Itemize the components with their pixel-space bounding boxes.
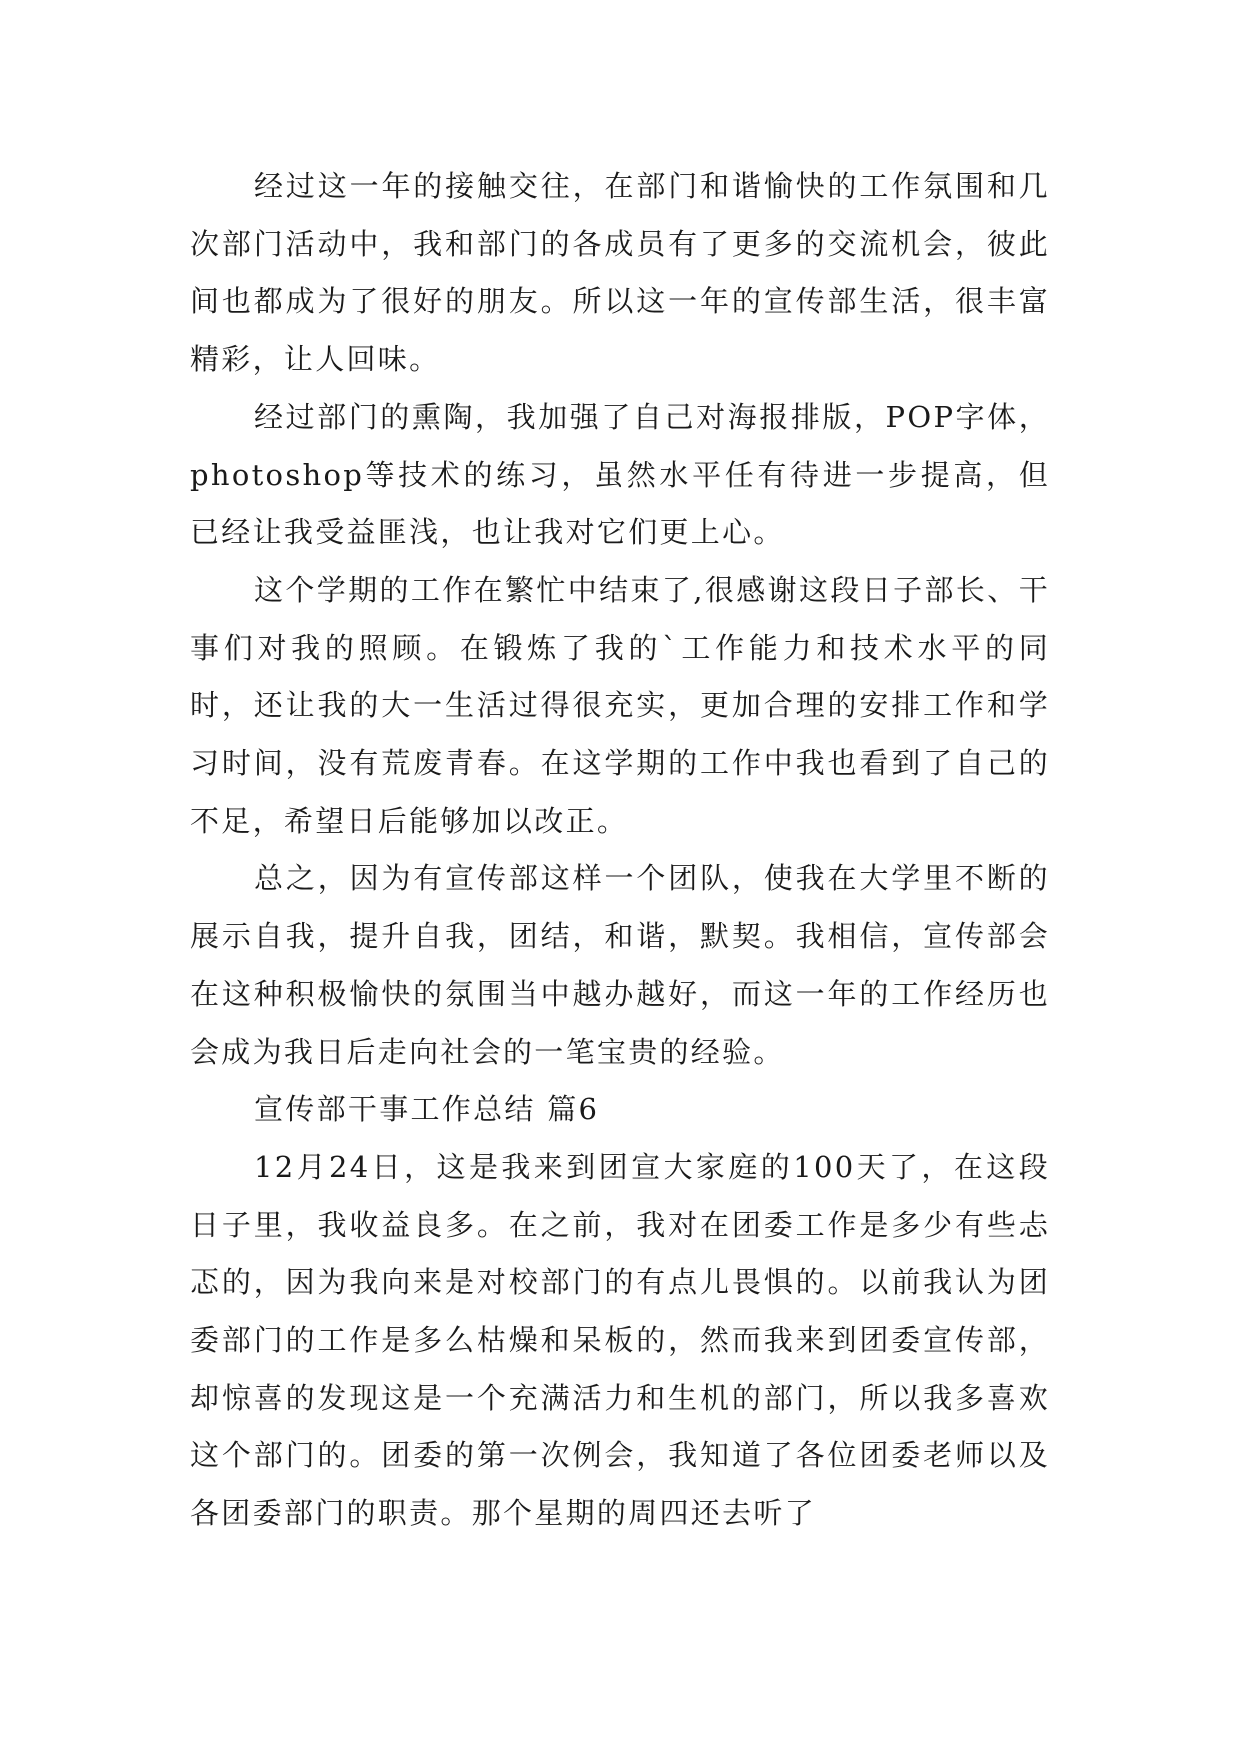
paragraph-2: 经过部门的熏陶，我加强了自己对海报排版，POP字体，photoshop等技术的练习，虽然水平任有待进一步提高，但已经让我受益匪浅，也让我对它们更上心。: [190, 399, 1050, 550]
document-body: [190, 158, 1050, 1543]
section-heading: 宣传部干事工作总结 篇6: [254, 1092, 600, 1127]
paragraph-3: 这个学期的工作在繁忙中结束了,很感谢这段日子部长、干事们对我的照顾。在锻炼了我的`工作能力和技术水平的同时，还让我的大一生活过得很充实，更加合理的安排工作和学习时间，没有荒废青春。在这学期的工作中我也看到了自己的不足，希望日后能够加以改正。: [190, 572, 1050, 838]
paragraph-4: 总之，因为有宣传部这样一个团队，使我在大学里不断的展示自我，提升自我，团结，和谐，默契。我相信，宣传部会在这种积极愉快的氛围当中越办越好，而这一年的工作经历也会成为我日后走向社会的一笔宝贵的经验。: [190, 861, 1050, 1069]
section-paragraph: 12月24日，这是我来到团宣大家庭的100天了，在这段日子里，我收益良多。在之前，我对在团委工作是多少有些忐忑的，因为我向来是对校部门的有点儿畏惧的。以前我认为团委部门的工作是多么枯燥和呆板的，然而我来到团委宣传部，却惊喜的发现这是一个充满活力和生机的部门，所以我多喜欢这个部门的。团委的第一次例会，我知道了各位团委老师以及各团委部门的职责。那个星期的周四还去听了: [190, 1149, 1050, 1531]
paragraph-1: 经过这一年的接触交往，在部门和谐愉快的工作氛围和几次部门活动中，我和部门的各成员有了更多的交流机会，彼此间也都成为了很好的朋友。所以这一年的宣传部生活，很丰富精彩，让人回味。: [190, 169, 1050, 377]
